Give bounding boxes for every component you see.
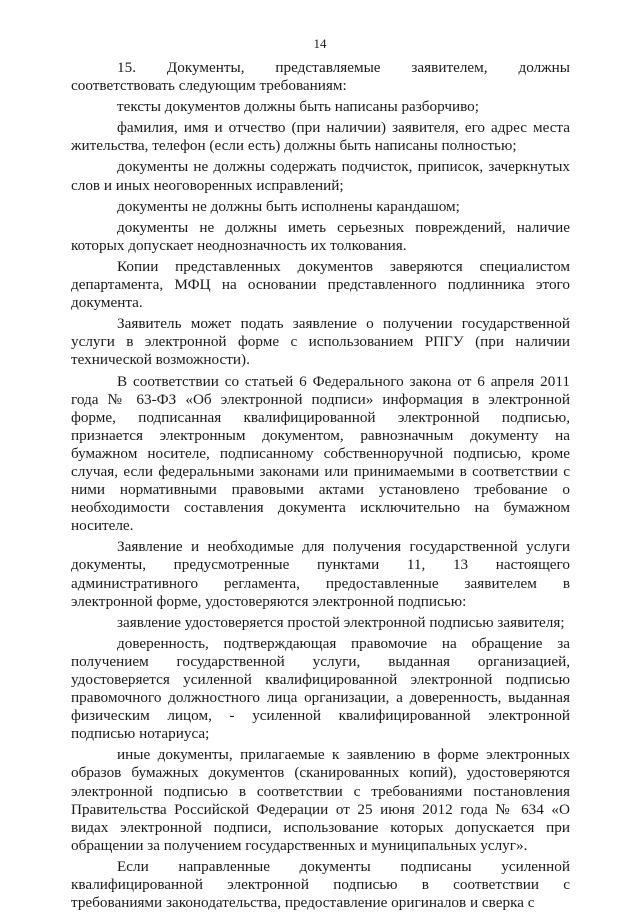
paragraph-line: физическим лицом, - усиленной квалифицированной электронной — [71, 707, 570, 725]
paragraph — [71, 98, 570, 116]
paragraph-line: услуги в электронной форме с использованием РПГУ (при наличии — [71, 333, 570, 351]
paragraph — [71, 538, 570, 610]
paragraph-line: документы, предусмотренные пунктами 11, 13 настоящего — [71, 556, 570, 574]
paragraph-line: удостоверяется усиленной квалифицированной электронной подписью — [71, 671, 570, 688]
paragraph-first-line: фамилия, имя и отчество (при наличии) заявителя, его адрес места — [117, 119, 570, 137]
paragraph-line: образов бумажных документов (сканированных копий), удостоверяются — [71, 764, 570, 782]
paragraph-first-line: документы не должны иметь серьезных повреждений, наличие — [117, 218, 570, 236]
paragraph-line: Правительства Российской Федерации от 25 июня 2012 года № 634 «О — [71, 800, 570, 818]
paragraph — [71, 858, 570, 912]
paragraph — [71, 614, 570, 632]
paragraph — [71, 198, 570, 216]
paragraph-line: которых допускает неоднозначность их толкования. — [71, 236, 407, 254]
paragraph — [71, 373, 570, 536]
paragraph-line: электронной форме, удостоверяются электронной подписью: — [71, 592, 467, 610]
paragraph-line: правомочного должностного лица организации, а доверенность, выданная — [71, 689, 570, 707]
paragraph — [71, 315, 570, 369]
paragraph-first-line: Заявитель может подать заявление о получении государственной — [117, 315, 570, 333]
paragraph-first-line: Копии представленных документов заверяются специалистом — [117, 257, 570, 275]
paragraph-first-line: документы не должны содержать подчисток, приписок, зачеркнутых — [117, 158, 570, 176]
page-number: 14 — [313, 36, 327, 51]
paragraph — [71, 158, 570, 194]
paragraph-line: жительства, телефон (если есть) должны быть написаны полностью; — [71, 137, 517, 155]
paragraph-first-line: доверенность, подтверждающая правомочие на обращение за — [117, 634, 570, 652]
paragraph-first-line: заявление удостоверяется простой электронной подписью заявителя; — [117, 613, 565, 631]
paragraph-line: получением государственной услуги, выданная организацией, — [71, 652, 570, 670]
paragraph — [71, 635, 570, 744]
document-body — [71, 59, 570, 915]
paragraph-line: технической возможности). — [71, 351, 250, 369]
paragraph — [71, 258, 570, 312]
paragraph-line: квалифицированной электронной подписью в соответствии с — [71, 876, 570, 894]
paragraph-line: электронной подписью в соответствии с требованиями постановления — [71, 782, 570, 800]
paragraph-line: необходимости составления документа исключительно на бумажном — [71, 499, 570, 517]
paragraph-line: признается электронным документом, равнозначным документу на — [71, 426, 570, 444]
paragraph-first-line: документы не должны быть исполнены карандашом; — [117, 197, 460, 215]
paragraph-first-line: тексты документов должны быть написаны разборчиво; — [117, 98, 479, 116]
paragraph — [71, 119, 570, 155]
paragraph-line: подписью нотариуса; — [71, 725, 210, 743]
paragraph-line: обращении за получением государственных и муниципальных услуг». — [71, 836, 528, 854]
paragraph-line: документа. — [71, 294, 143, 312]
paragraph-first-line: Заявление и необходимые для получения государственной услуги — [117, 538, 570, 556]
paragraph-first-line: В соответствии со статьей 6 Федерального закона от 6 апреля 2011 — [117, 372, 570, 390]
paragraph-first-line: 15. Документы, представляемые заявителем, должны — [117, 59, 570, 76]
paragraph — [71, 746, 570, 855]
paragraph-line: департамента, МФЦ на основании представленного подлинника этого — [71, 276, 570, 294]
paragraph-line: видах электронной подписи, использование которых допускается при — [71, 818, 570, 836]
paragraph-line: бумажном носителе, подписанному собственноручной подписью, кроме — [71, 444, 570, 462]
paragraph-line: носителе. — [71, 517, 134, 535]
paragraph-line: форме, подписанная квалифицированной электронной подписью, — [71, 408, 570, 426]
paragraph-line: ними нормативными правовыми актами установлено требование о — [71, 481, 570, 499]
paragraph-line: соответствовать следующим требованиям: — [71, 77, 347, 95]
paragraph-first-line: иные документы, прилагаемые к заявлению в форме электронных — [117, 746, 570, 764]
paragraph-line: слов и иных неоговоренных исправлений; — [71, 176, 344, 194]
paragraph — [71, 219, 570, 255]
paragraph-line: административного регламента, предоставленные заявителем в — [71, 574, 570, 592]
paragraph — [71, 59, 570, 95]
paragraph-first-line: Если направленные документы подписаны усиленной — [117, 857, 570, 875]
paragraph-line: случая, если федеральными законами или принимаемыми в соответствии с — [71, 462, 570, 480]
paragraph-line: года № 63-ФЗ «Об электронной подписи» информация в электронной — [71, 390, 570, 408]
paragraph-line: требованиями законодательства, предоставление оригиналов и сверка с — [71, 894, 535, 912]
